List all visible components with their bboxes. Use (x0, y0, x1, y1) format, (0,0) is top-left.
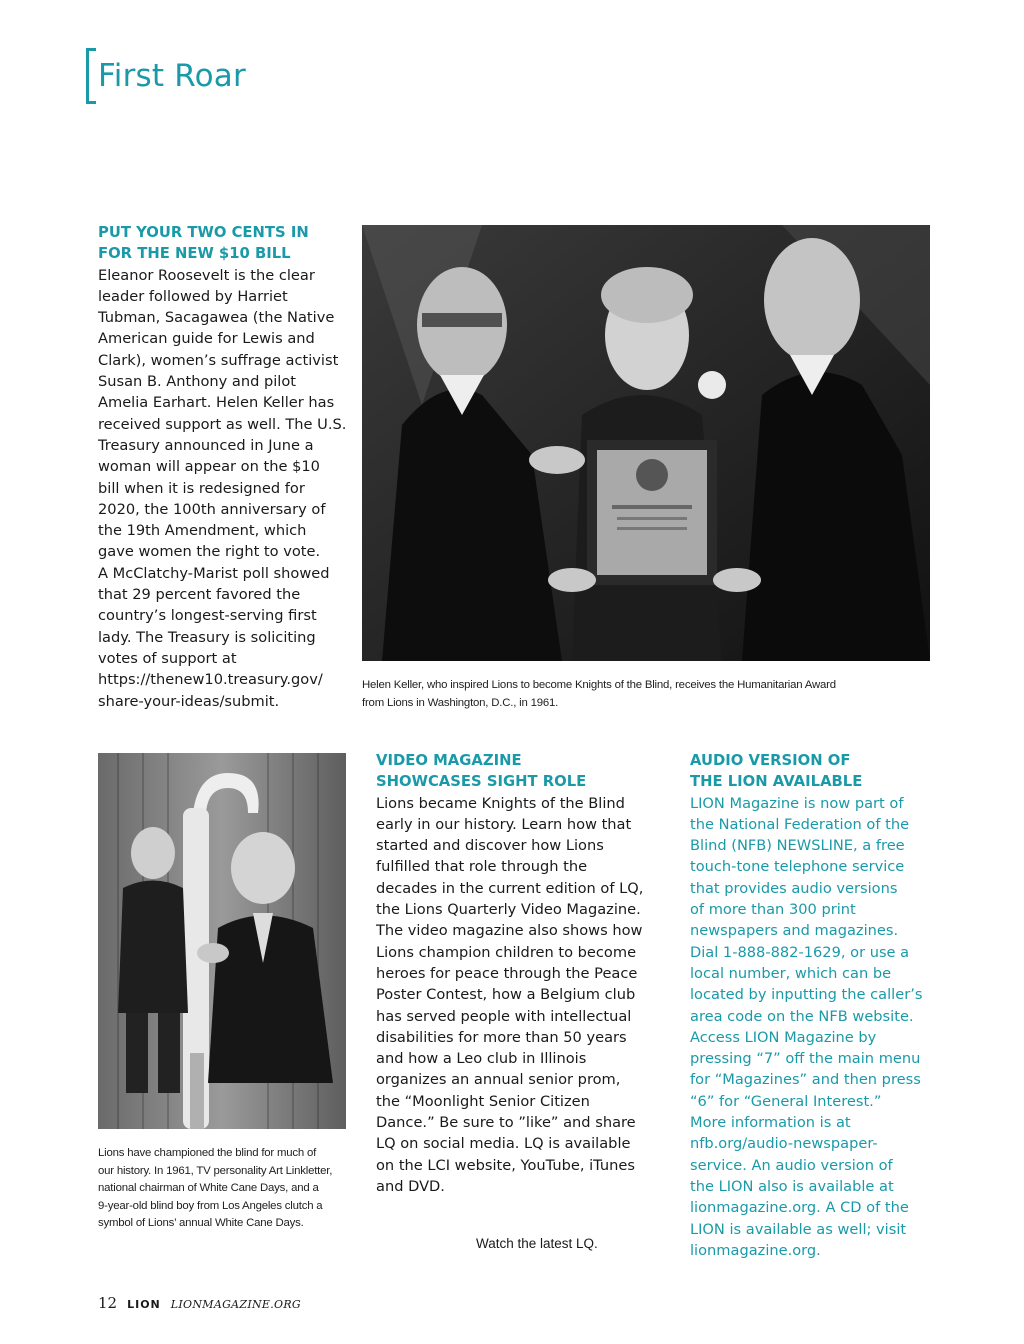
page-number: 12 (98, 1294, 118, 1312)
article-body: Lions became Knights of the Blind early in our history. Learn how that started and discover how Lions fulfilled that role through the decades in the current edition of LQ, the Lions Quarterly Video Magazine. The video magazine also shows how Lions champion children to become heroes for peace through the Peace Poster Contest, how a Belgium club has served people with intellectual disabilities for more than 50 years and how a Leo club in Illinois organizes an annual senior prom, the “Moonlight Senior Citizen Dance.” Be sure to ”like” and share LQ on social media. LQ is available on the LCI website, YouTube, iTunes and DVD. (376, 794, 644, 1195)
article-body: LION Magazine is now part of the National Federation of the Blind (NFB) NEWSLINE, a free touch-tone telephone service that provides audio versions of more than 300 print newspapers and magazines. Dial 1-888-882-1629, or use a local number, which can be located by inputting the caller’s area code on the NFB website. Access LION Magazine by pressing “7” off the main menu for “Magazines” and then press “6” for “General Interest.” More information is at nfb.org/audio-newspaper- service. An audio version of the LION also is available at lionmagazine.org. A CD of the LION is available as well; visit lionmagazine.org. (690, 794, 923, 1259)
watch-lq-link[interactable]: Watch the latest LQ. (476, 1236, 598, 1251)
article-ten-dollar-bill (98, 222, 358, 712)
section-title: First Roar (98, 58, 246, 94)
article-headline: VIDEO MAGAZINE SHOWCASES SIGHT ROLE (376, 752, 587, 791)
photo-helen-keller-award (362, 225, 930, 661)
section-header (86, 48, 246, 104)
photo-helen-keller-image (362, 225, 930, 661)
article-audio-version (690, 750, 950, 1261)
page-footer (98, 1294, 301, 1312)
article-headline: AUDIO VERSION OF THE LION AVAILABLE (690, 752, 863, 791)
caption-helen-keller: Helen Keller, who inspired Lions to become Knights of the Blind, receives the Humanitarian Award from Lions in Washington, D.C., in 1961. (362, 679, 836, 709)
photo-white-cane-image (98, 753, 346, 1129)
article-video-magazine (376, 750, 666, 1197)
article-body: Eleanor Roosevelt is the clear leader followed by Harriet Tubman, Sacagawea (the Native American guide for Lewis and Clark), women’s suffrage activist Susan B. Anthony and pilot Amelia Earhart. Helen Keller has received support as well. The U.S. Treasury announced in June a woman will appear on the $10 bill when it is redesigned for 2020, the 100th anniversary of the 19th Amendment, which gave women the right to vote. A McClatchy-Marist poll showed that 29 percent favored the country’s longest-serving first lady. The Treasury is soliciting votes of support at https://thenew10.treasury.gov/ share-your-ideas/submit. (98, 266, 347, 710)
magazine-name: LION (127, 1298, 161, 1311)
magazine-url: LIONMAGAZINE.ORG (170, 1298, 302, 1311)
photo-white-cane-days (98, 753, 346, 1129)
article-headline: PUT YOUR TWO CENTS IN FOR THE NEW $10 BILL (98, 224, 309, 263)
caption-white-cane-days: Lions have championed the blind for much of our history. In 1961, TV personality Art Linkletter, national chairman of White Cane Days, and a 9-year-old blind boy from Los Angeles clutch a symbol of Lions’ annual White Cane Days. (98, 1147, 333, 1229)
section-bracket (86, 48, 96, 104)
